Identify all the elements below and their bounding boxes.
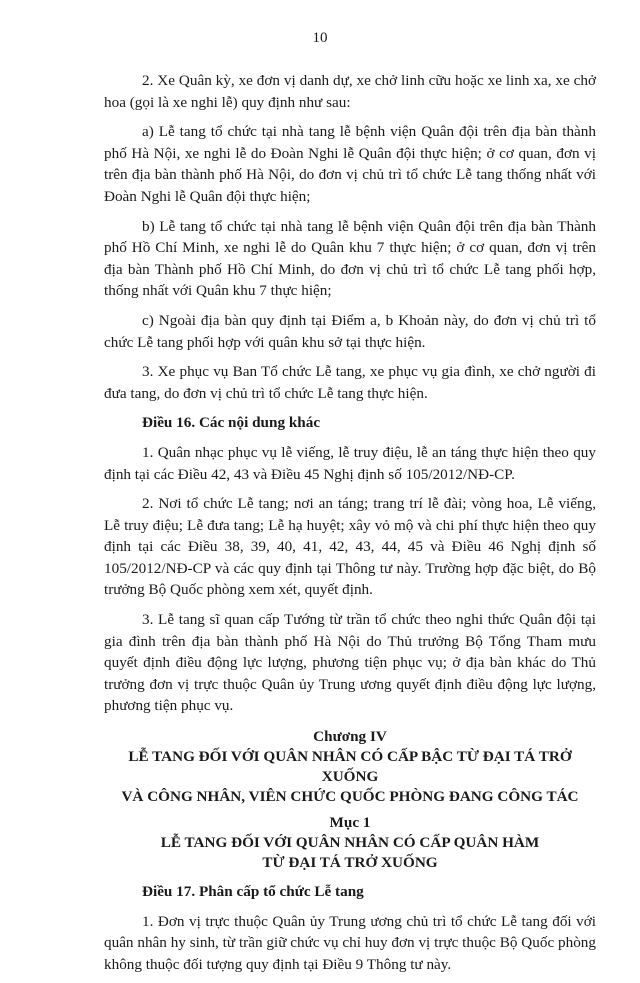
section-heading: [104, 813, 596, 873]
section-label: Mục 1: [329, 814, 371, 832]
chapter-title-line: LỄ TANG ĐỐI VỚI QUÂN NHÂN CÓ CẤP BẬC TỪ ĐẠI TÁ TRỞ XUỐNG: [128, 748, 572, 786]
chapter-heading: [104, 727, 596, 807]
paragraph: b) Lễ tang tổ chức tại nhà tang lễ bệnh viện Quân đội trên địa bàn Thành phố Hồ Chí Minh, xe nghi lễ do Quân khu 7 thực hiện; ở cơ quan, đơn vị trên địa bàn Thành phố Hồ Chí Minh, do đơn vị chủ trì tổ chức Lễ tang phối hợp, thống nhất với Quân khu 7 thực hiện;: [104, 217, 596, 300]
document-body: [104, 70, 596, 983]
section-title-line: LỄ TANG ĐỐI VỚI QUÂN NHÂN CÓ CẤP QUÂN HÀM: [160, 834, 540, 852]
page-number: 10: [312, 30, 328, 46]
chapter-label: Chương IV: [313, 728, 387, 746]
paragraph: 1. Đơn vị trực thuộc Quân ủy Trung ương chủ trì tổ chức Lễ tang đối với quân nhân hy sinh, từ trần giữ chức vụ chỉ huy đơn vị trực thuộc Bộ Quốc phòng không thuộc đối tượng quy định tại Điều 9 Thông tư này.: [104, 912, 596, 973]
paragraph: 3. Xe phục vụ Ban Tổ chức Lễ tang, xe phục vụ gia đình, xe chở người đi đưa tang, do đơn vị chủ trì tổ chức Lễ tang thực hiện.: [104, 363, 596, 402]
paragraph: 3. Lễ tang sĩ quan cấp Tướng từ trần tổ chức theo nghi thức Quân đội tại gia đình trên địa bàn thành phố Hà Nội do Thủ trưởng Bộ Tổng Tham mưu quyết định điều động lực lượng, phương tiện phục vụ; ở địa bàn khác do Thủ trưởng đơn vị trực thuộc Quân ủy Trung ương quyết định điều động lực lượng, phương tiện phục vụ.: [104, 611, 596, 715]
article-heading: Điều 16. Các nội dung khác: [142, 414, 321, 432]
paragraph: 1. Quân nhạc phục vụ lễ viếng, lễ truy điệu, lễ an táng thực hiện theo quy định tại các Điều 42, 43 và Điều 45 Nghị định số 105/2012/NĐ-CP.: [104, 443, 596, 483]
paragraph: 2. Nơi tổ chức Lễ tang; nơi an táng; trang trí lễ đài; vòng hoa, Lễ viếng, Lễ truy điệu; Lễ đưa tang; Lễ hạ huyệt; xây vỏ mộ và chi phí thực hiện theo quy định tại các Điều 38, 39, 40, 41, 42, 43, 44, 45 và Điều 46 Nghị định số 105/2012/NĐ-CP và các quy định tại Thông tư này. Trường hợp đặc biệt, do Bộ trưởng Bộ Quốc phòng xem xét, quyết định.: [104, 495, 596, 599]
article-heading: Điều 17. Phân cấp tổ chức Lễ tang: [142, 883, 364, 901]
chapter-title-line: VÀ CÔNG NHÂN, VIÊN CHỨC QUỐC PHÒNG ĐANG CÔNG TÁC: [121, 788, 579, 806]
paragraph: a) Lễ tang tổ chức tại nhà tang lễ bệnh viện Quân đội trên địa bàn thành phố Hà Nội, xe nghi lễ do Đoàn Nghi lễ Quân đội thực hiện; ở cơ quan, đơn vị trên địa bàn thành phố Hà Nội, do đơn vị chủ trì tổ chức Lễ tang thống nhất với Đoàn Nghi lễ Quân đội thực hiện;: [104, 123, 596, 205]
section-title-line: TỪ ĐẠI TÁ TRỞ XUỐNG: [262, 854, 438, 872]
paragraph: c) Ngoài địa bàn quy định tại Điểm a, b Khoản này, do đơn vị chủ trì tổ chức Lễ tang phối hợp với quân khu sở tại thực hiện.: [104, 311, 596, 351]
paragraph: 2. Xe Quân kỳ, xe đơn vị danh dự, xe chở linh cữu hoặc xe linh xa, xe chở hoa (gọi là xe nghi lễ) quy định như sau:: [104, 72, 596, 111]
